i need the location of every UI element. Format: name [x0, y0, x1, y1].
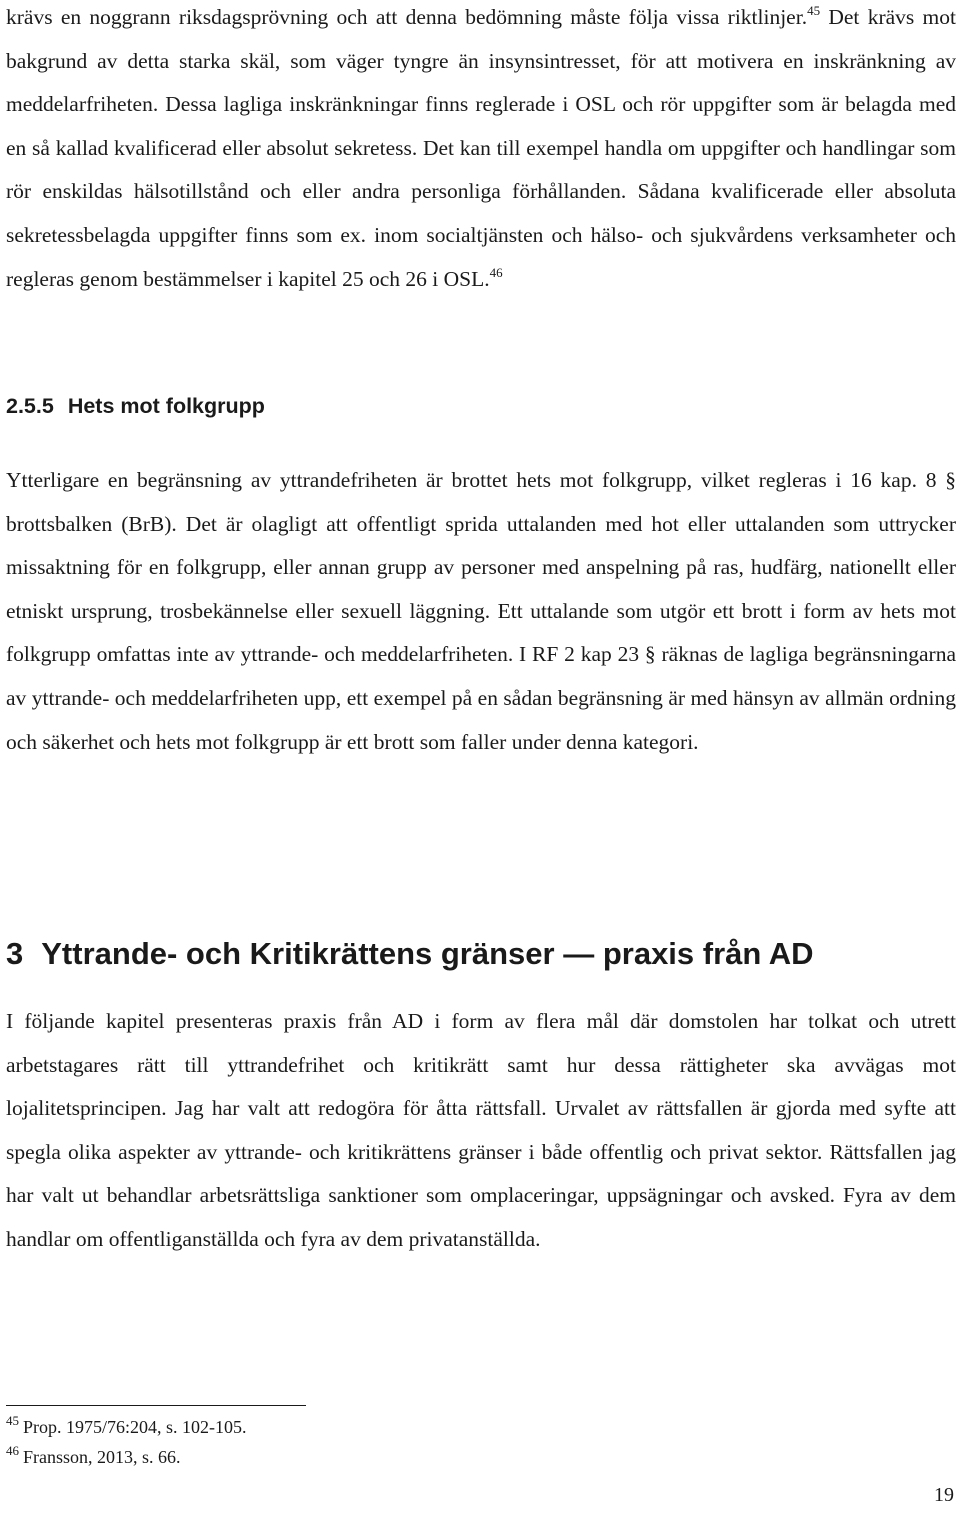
- paragraph-text-continued: Det krävs mot bakgrund av detta starka skäl, som väger tyngre än insynsintresset, för att motivera en inskränkning av meddelarfriheten. Dessa lagliga inskränkningar finns reglerade i OSL och rör uppgifter som är belagda med en så kallad kvalificerad eller absolut sekretess. Det kan till exempel handla om uppgifter och handlingar som rör enskildas hälsotillstånd och eller andra personliga förhållanden. Sådana kvalificerade eller absoluta sekretessbelagda uppgifter finns som ex. inom socialtjänsten och hälso- och sjukvårdens verksamheter och regleras genom bestämmelser i kapitel 25 och 26 i OSL.: [6, 5, 956, 291]
- footnote-number: 46: [6, 1443, 19, 1458]
- footnote-45: [6, 1413, 247, 1438]
- paragraph-text: krävs en noggrann riksdagsprövning och att denna bedömning måste följa vissa riktlinjer.: [6, 5, 808, 29]
- chapter-heading-3: [6, 936, 814, 972]
- section-title: Hets mot folkgrupp: [67, 394, 265, 418]
- footnote-divider: [6, 1405, 306, 1406]
- paragraph-riksdagsprovning: [6, 0, 956, 301]
- footnote-ref-46[interactable]: 46: [489, 264, 503, 280]
- paragraph-hets-mot-folkgrupp: Ytterligare en begränsning av yttrandefriheten är brottet hets mot folkgrupp, vilket regleras i 16 kap. 8 § brottsbalken (BrB). Det är olagligt att offentligt sprida uttalanden med hot eller uttalanden som uttrycker missaktning för en folkgrupp, eller annan grupp av personer med anspelning på ras, hudfärg, nationellt eller etniskt ursprung, trosbekännelse eller sexuell läggning. Ett uttalande som utgör ett brott i form av hets mot folkgrupp omfattas inte av yttrande- och meddelarfriheten. I RF 2 kap 23 § räknas de lagliga begränsningarna av yttrande- och meddelarfriheten upp, ett exempel på en sådan begränsning är med hänsyn av allmän ordning och säkerhet och hets mot folkgrupp är ett brott som faller under denna kategori.: [6, 468, 956, 754]
- section-number: 2.5.5: [6, 394, 54, 418]
- chapter-title: Yttrande- och Kritikrättens gränser — praxis från AD: [41, 936, 814, 971]
- page-number: 19: [934, 1484, 954, 1506]
- section-heading-2-5-5: [6, 394, 265, 419]
- chapter-number: 3: [6, 936, 24, 971]
- footnote-text: Fransson, 2013, s. 66.: [23, 1447, 181, 1467]
- footnote-ref-45[interactable]: 45: [807, 3, 821, 18]
- paragraph-chapter-intro: I följande kapitel presenteras praxis från AD i form av flera mål där domstolen har tolkat och utrett arbetstagares rätt till yttrandefrihet och kritikrätt samt hur dessa rättigheter ska avvägas mot lojalitetsprincipen. Jag har valt att redogöra för åtta rättsfall. Urvalet av rättsfallen är gjorda med syfte att spegla olika aspekter av yttrande- och kritikrättens gränser i både offentlig och privat sektor. Rättsfallen jag har valt ut behandlar arbetsrättsliga sanktioner som omplaceringar, uppsägningar och avsked. Fyra av dem handlar om offentliganställda och fyra av dem privatanställda.: [6, 1009, 956, 1251]
- footnote-46: [6, 1443, 181, 1468]
- footnote-number: 45: [6, 1413, 19, 1428]
- footnote-text: Prop. 1975/76:204, s. 102-105.: [23, 1417, 247, 1437]
